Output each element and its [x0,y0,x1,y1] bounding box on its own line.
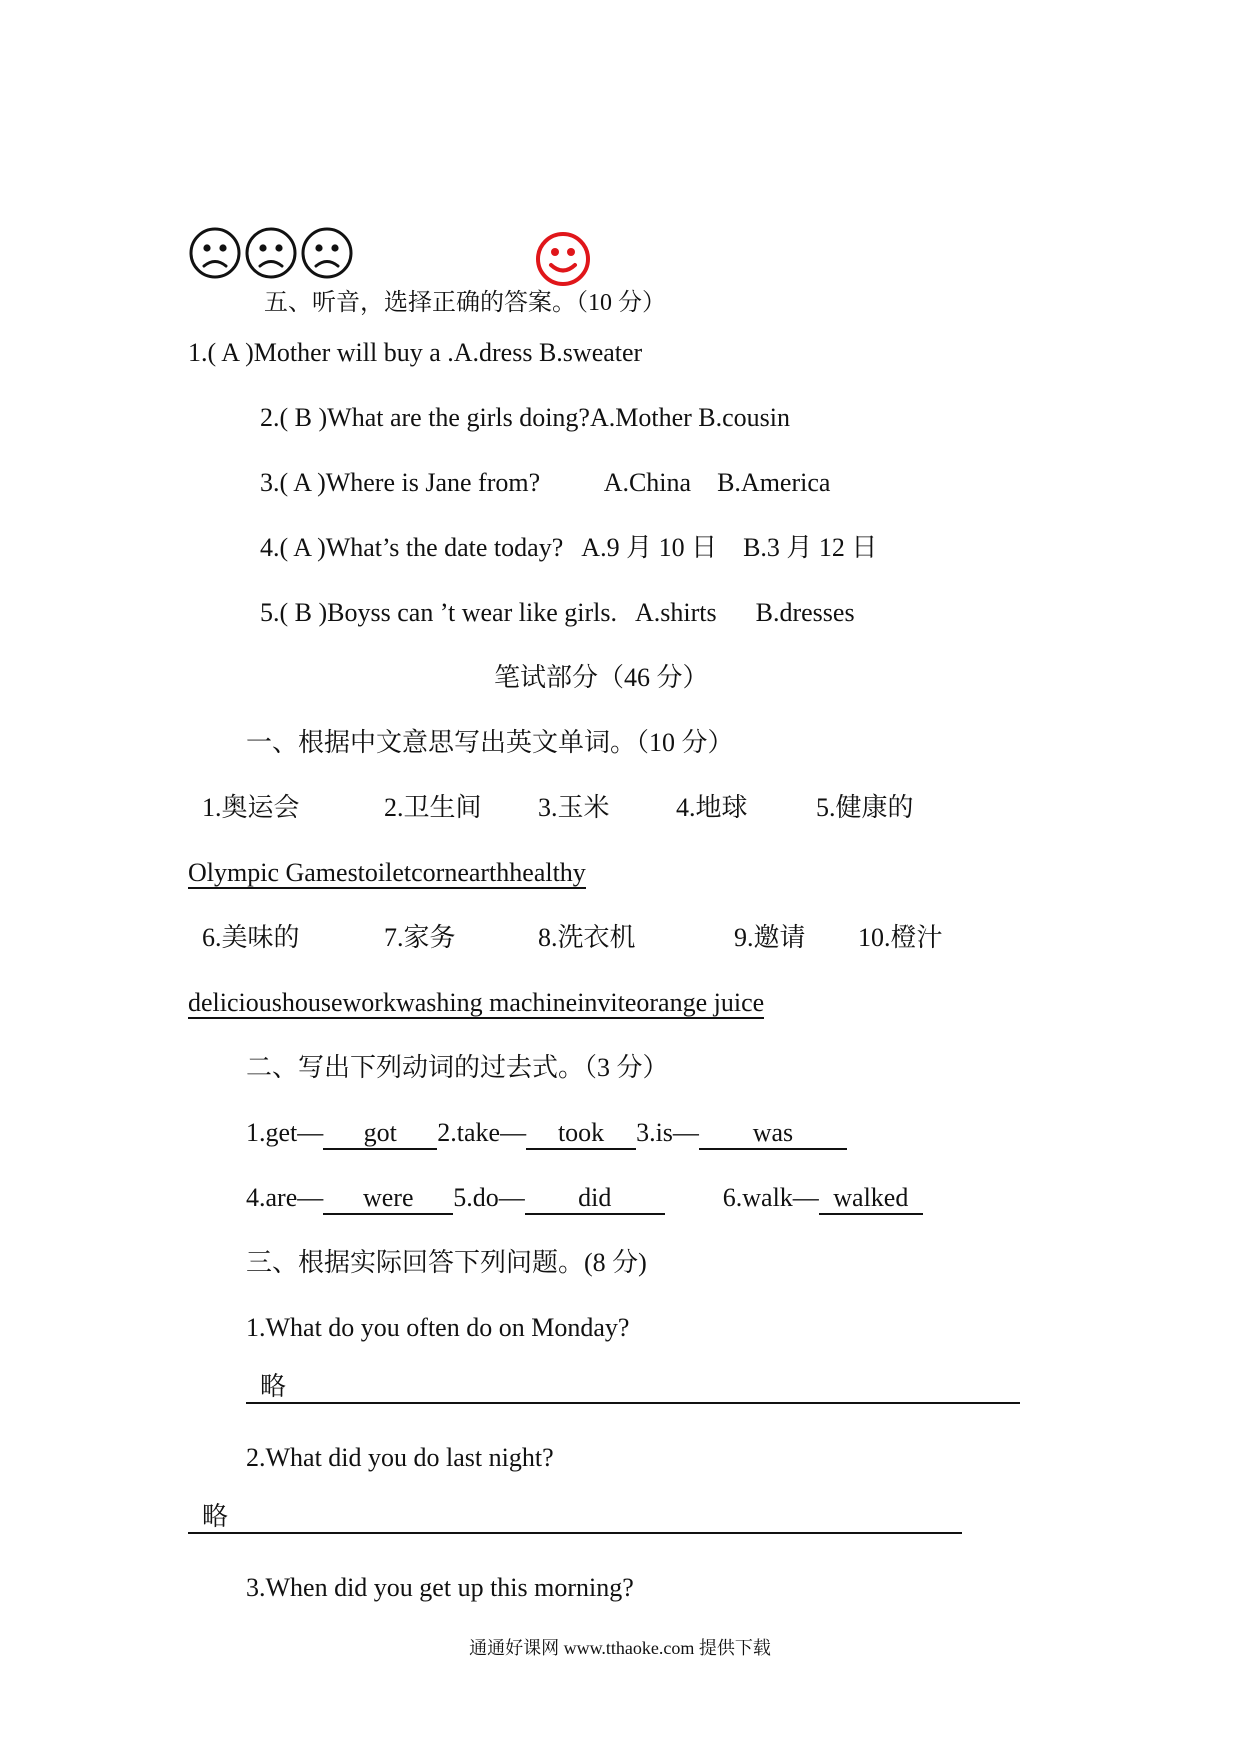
sad-face-icon [244,226,298,280]
sad-face-icon [300,226,354,280]
question-text: 3.When did you get up this morning? [246,1573,634,1602]
vocab-answer: delicioushouseworkwashing machineinviteorange juice [188,988,765,1017]
written-title: 笔试部分（46 分） [494,663,709,692]
vocab-answer-line [188,856,586,890]
listening-item: 4.( A )What’s the date today? A.9 月 10 日 B.3 月 12 日 [260,533,878,562]
verb-prompt: 6.walk— [722,1183,819,1212]
verb-prompt: 5.do— [453,1183,525,1212]
section1-heading: 一、根据中文意思写出英文单词。（10 分） [246,728,734,757]
vocab-prompt: 10.橙汁 [858,923,943,952]
sad-face-icon [188,226,242,280]
verb-answer-blank: walked [819,1183,923,1215]
listening-item: 2.( B )What are the girls doing?A.Mother B.cousin [260,403,790,432]
vocab-prompt: 6.美味的 [202,923,300,952]
verb-answer-blank: was [699,1118,847,1150]
vocab-prompt: 8.洗衣机 [538,923,636,952]
listening-heading: 五、听音，选择正确的答案。（10 分） [264,290,666,316]
sad-faces-row [188,226,354,284]
verb-prompt: 1.get— [246,1118,324,1147]
listening-item: 1.( A )Mother will buy a .A.dress B.sweater [188,338,643,367]
question-text: 1.What do you often do on Monday? [246,1313,630,1342]
vocab-prompt: 7.家务 [384,923,456,952]
verb-answer-blank: did [525,1183,665,1215]
verb-answer-blank: were [323,1183,453,1215]
section3-heading: 三、根据实际回答下列问题。(8 分) [246,1248,647,1277]
answer-line: 略 [188,1500,962,1534]
vocab-prompt: 9.邀请 [734,923,806,952]
vocab-prompt: 2.卫生间 [384,793,482,822]
answer-line: 略 [246,1370,1020,1404]
vocab-prompt: 4.地球 [676,793,748,822]
section2-heading: 二、写出下列动词的过去式。（3 分） [246,1053,669,1082]
listening-item: 5.( B )Boyss can ’t wear like girls. A.shirts B.dresses [260,598,855,627]
vocab-prompt: 1.奥运会 [202,793,300,822]
vocab-prompt: 3.玉米 [538,793,610,822]
verb-answer-blank: got [323,1118,437,1150]
vocab-answer: Olympic Gamestoiletcornearthhealthy [188,858,586,887]
verb-answer-blank: took [526,1118,636,1150]
past-tense-row [246,1181,923,1215]
vocab-prompt: 5.健康的 [816,793,914,822]
question-text: 2.What did you do last night? [246,1443,554,1472]
verb-prompt: 4.are— [246,1183,324,1212]
footer-credit: 通通好课网 www.tthaoke.com 提供下载 [469,1638,771,1658]
verb-prompt: 2.take— [437,1118,527,1147]
smiley-face-icon [534,230,592,288]
vocab-answer-line [188,986,764,1020]
past-tense-row [246,1116,847,1150]
listening-item: 3.( A )Where is Jane from? A.China B.America [260,468,831,497]
verb-prompt: 3.is— [636,1118,699,1147]
